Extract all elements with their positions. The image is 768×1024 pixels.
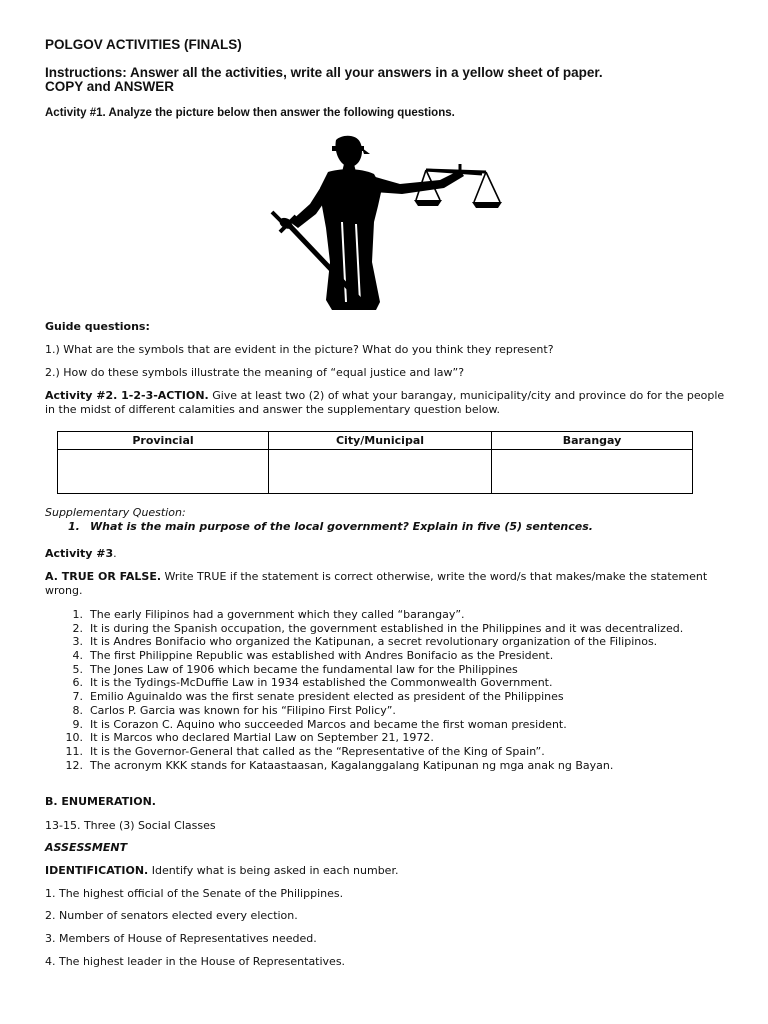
item-text: It is the Governor-General that called as the “Representative of the King of Spain”. <box>90 744 545 758</box>
list-item <box>45 649 725 663</box>
list-item <box>45 759 725 773</box>
item-number: 5. <box>72 662 83 676</box>
activity1-heading: Activity #1. Analyze the picture below then answer the following questions. <box>45 107 455 119</box>
list-item <box>45 635 725 649</box>
item-text: It is Andres Bonifacio who organized the Katipunan, a secret revolutionary organization of the Filipinos. <box>90 635 658 649</box>
list-item <box>45 718 725 732</box>
page-title: POLGOV ACTIVITIES (FINALS) <box>45 37 242 52</box>
activity2-table <box>57 431 693 494</box>
item-text: Emilio Aguinaldo was the first senate president elected as president of the Philippines <box>90 690 564 704</box>
guide-question-1: 1.) What are the symbols that are evident in the picture? What do you think they represent? <box>45 343 554 356</box>
identification-text: Identify what is being asked in each number. <box>151 864 399 877</box>
supplementary-number: 1. <box>68 520 80 533</box>
list-item <box>45 690 725 704</box>
instructions-line-1: Instructions: Answer all the activities, write all your answers in a yellow sheet of paper. <box>45 65 603 80</box>
item-text: It is the Tydings-McDuffie Law in 1934 established the Commonwealth Government. <box>90 676 553 690</box>
activity2-text: Give at least two (2) of what your barangay, municipality/city and province do for the people in the midst of different calamities and answer the supplementary question below. <box>45 389 725 416</box>
item-text: The first Philippine Republic was established with Andres Bonifacio as the President. <box>90 649 554 663</box>
true-false-instructions <box>45 570 725 597</box>
activity3-heading <box>45 547 117 560</box>
identification-label: IDENTIFICATION. <box>45 864 149 877</box>
item-number: 2. <box>72 621 83 635</box>
answer-cell-provincial <box>58 450 269 494</box>
lady-justice-image <box>250 132 530 312</box>
item-text: The Jones Law of 1906 which became the fundamental law for the Philippines <box>90 662 518 676</box>
item-number: 3. <box>72 635 83 649</box>
activity3-heading-text: Activity #3 <box>45 547 114 560</box>
list-item <box>45 731 725 745</box>
enumeration-label: B. ENUMERATION. <box>45 795 156 808</box>
column-header-provincial: Provincial <box>58 432 269 450</box>
identification-item-3: 3. Members of House of Representatives needed. <box>45 932 317 945</box>
item-text: The early Filipinos had a government which they called “barangay”. <box>90 608 465 621</box>
answer-cell-city-municipal <box>269 450 492 494</box>
item-number: 10. <box>65 731 83 745</box>
identification-item-4: 4. The highest leader in the House of Representatives. <box>45 955 346 968</box>
identification-instructions <box>45 864 398 877</box>
item-number: 9. <box>72 717 83 731</box>
list-item <box>45 704 725 718</box>
true-false-text: Write TRUE if the statement is correct otherwise, write the word/s that makes/make the statement wrong. <box>45 570 708 597</box>
answer-cell-barangay <box>492 450 693 494</box>
guide-question-2: 2.) How do these symbols illustrate the meaning of “equal justice and law”? <box>45 366 465 379</box>
item-text: The acronym KKK stands for Kataastaasan, Kagalanggalang Katipunan ng mga anak ng Bayan. <box>90 758 614 772</box>
instructions-line-2: COPY and ANSWER <box>45 79 175 94</box>
item-text: It is Corazon C. Aquino who succeeded Marcos and became the first woman president. <box>90 717 567 731</box>
supplementary-question: What is the main purpose of the local government? Explain in five (5) sentences. <box>90 520 593 533</box>
list-item <box>45 663 725 677</box>
column-header-city-municipal: City/Municipal <box>269 432 492 450</box>
item-number: 4. <box>72 649 83 663</box>
activity3-heading-dot: . <box>113 547 117 560</box>
identification-item-2: 2. Number of senators elected every election. <box>45 909 298 922</box>
assessment-label: ASSESSMENT <box>45 841 128 854</box>
item-text: Carlos P. Garcia was known for his “Filipino First Policy”. <box>90 703 396 717</box>
column-header-barangay: Barangay <box>492 432 693 450</box>
true-false-label: A. TRUE OR FALSE. <box>45 570 162 583</box>
list-item <box>45 745 725 759</box>
list-item <box>45 608 725 622</box>
item-number: 6. <box>72 676 83 690</box>
item-number: 7. <box>72 690 83 704</box>
item-number: 1. <box>72 608 83 621</box>
item-text: It is during the Spanish occupation, the government established in the Philippines and it was decentralized. <box>90 621 684 635</box>
activity2-label: Activity #2. 1-2-3-ACTION. <box>45 389 209 402</box>
guide-questions-label: Guide questions: <box>45 320 150 333</box>
item-number: 11. <box>65 744 83 758</box>
list-item <box>45 622 725 636</box>
item-number: 8. <box>72 703 83 717</box>
identification-item-1: 1. The highest official of the Senate of the Philippines. <box>45 887 344 900</box>
true-false-list <box>45 608 725 772</box>
item-number: 12. <box>65 758 83 772</box>
enumeration-item: 13-15. Three (3) Social Classes <box>45 819 216 832</box>
supplementary-label: Supplementary Question: <box>45 506 186 519</box>
activity2-instructions <box>45 389 725 416</box>
item-text: It is Marcos who declared Martial Law on September 21, 1972. <box>90 731 434 745</box>
list-item <box>45 676 725 690</box>
